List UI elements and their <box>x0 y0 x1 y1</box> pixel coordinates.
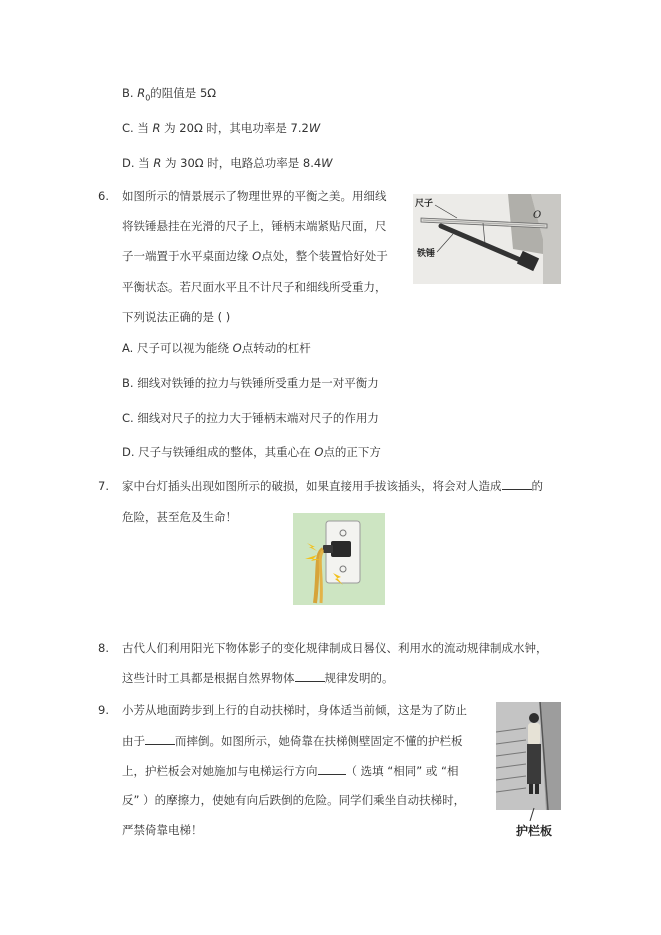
q8-text-line-1: 古代人们利用阳光下物体影子的变化规律制成日晷仪、利用水的流动规律制成水钟， <box>122 641 548 655</box>
text: 家中台灯插头出现如图所示的破损，如果直接用手拔该插头，将会对人造成 <box>122 479 502 493</box>
subscript: 0 <box>145 93 151 103</box>
q9-number: 9. <box>98 703 109 717</box>
option-text-pre: 当 <box>137 121 149 135</box>
ruler-label: 尺子 <box>415 199 434 209</box>
unit: W <box>321 156 333 170</box>
q6-option-d <box>122 444 381 460</box>
option-text-pre: 尺子可以视为能绕 <box>136 341 229 355</box>
q9-text-line-5: 严禁倚靠电梯！ <box>122 823 203 837</box>
text: 点处，整个装置恰好处于 <box>261 249 388 263</box>
answer-blank[interactable] <box>145 733 175 745</box>
option-text: 细线对尺子的拉力大于锤柄末端对尺子的作用力 <box>137 411 379 425</box>
text: 规律发明的。 <box>324 671 394 685</box>
q6-text-line-1: 如图所示的情景展示了物理世界的平衡之美。用细线 <box>122 189 387 203</box>
option-text-post: 点转动的杠杆 <box>241 341 311 355</box>
option-text: 为 30Ω 时，电路总功率是 8.4 <box>164 156 322 170</box>
q9-text-line-1: 小芳从地面跨步到上行的自动扶梯时，身体适当前倾，这是为了防止 <box>122 703 467 717</box>
option-label: C. <box>122 121 134 135</box>
q9-text-line-4: 反” ）的摩擦力，使她有向后跌倒的危险。同学们乘坐自动扶梯时， <box>122 793 466 807</box>
option-text: 的阻值是 5Ω <box>150 86 217 100</box>
q8-text-line-2 <box>122 670 394 686</box>
variable-r: R <box>137 86 146 100</box>
option-label: B. <box>122 86 134 100</box>
guard-board-caption: 护栏板 <box>516 824 553 838</box>
point-o: O <box>252 249 262 263</box>
option-label: A. <box>122 341 134 355</box>
q6-text-line-3 <box>122 248 388 264</box>
unit: W <box>308 121 321 135</box>
q6-option-c <box>122 410 379 426</box>
q9-text-line-2 <box>122 733 463 749</box>
option-text-pre: 尺子与铁锤组成的整体，其重心在 <box>138 445 311 459</box>
text: 子一端置于水平桌面边缘 <box>122 249 249 263</box>
q7-text-line-1 <box>122 478 543 494</box>
q5-option-b <box>122 85 216 106</box>
text: （ 选填 “相同” 或 “相 <box>345 764 459 778</box>
option-text-post: 点的正下方 <box>323 445 381 459</box>
option-text: 为 20Ω 时，其电功率是 7.2 <box>164 121 309 135</box>
text: 而摔倒。如图所示，她倚靠在扶梯侧壁固定不懂的护栏板 <box>175 734 463 748</box>
q7-number: 7. <box>98 479 109 493</box>
escalator-photo <box>496 702 561 810</box>
answer-blank[interactable] <box>318 763 346 775</box>
hammer-label: 铁锤 <box>417 249 436 259</box>
q8-number: 8. <box>98 641 109 655</box>
answer-blank[interactable] <box>502 478 532 490</box>
q7-text-line-2: 危险，甚至危及生命！ <box>122 510 237 524</box>
text: 这些计时工具都是根据自然界物体 <box>122 671 295 685</box>
option-label: B. <box>122 376 134 390</box>
q5-option-c <box>122 120 320 136</box>
q6-option-b <box>122 375 379 391</box>
point-o: O <box>314 445 324 459</box>
option-label: D. <box>122 156 135 170</box>
caption-pointer-line <box>516 806 536 822</box>
text: 由于 <box>122 734 145 748</box>
variable-r: R <box>153 156 162 170</box>
point-o-label: O <box>533 210 542 221</box>
answer-blank[interactable] <box>295 670 325 682</box>
point-o: O <box>232 341 242 355</box>
q6-number: 6. <box>98 189 109 203</box>
q9-text-line-3 <box>122 763 459 779</box>
option-label: D. <box>122 445 135 459</box>
q6-option-a <box>122 340 311 356</box>
text: 上，护栏板会对她施加与电梯运行方向 <box>122 764 318 778</box>
q5-option-d <box>122 155 333 171</box>
q6-text-line-2: 将铁锤悬挂在光滑的尺子上，锤柄末端紧贴尺面，尺 <box>122 219 387 233</box>
option-label: C. <box>122 411 134 425</box>
damaged-plug-figure <box>293 513 385 605</box>
text: 的 <box>531 479 543 493</box>
q6-text-line-4: 平衡状态。若尺面水平且不计尺子和细线所受重力， <box>122 280 387 294</box>
q6-text-line-5: 下列说法正确的是 ( ) <box>122 310 231 324</box>
option-text-pre: 当 <box>138 156 150 170</box>
option-text: 细线对铁锤的拉力与铁锤所受重力是一对平衡力 <box>137 376 379 390</box>
variable-r: R <box>152 121 161 135</box>
ruler-hammer-figure <box>413 194 561 284</box>
